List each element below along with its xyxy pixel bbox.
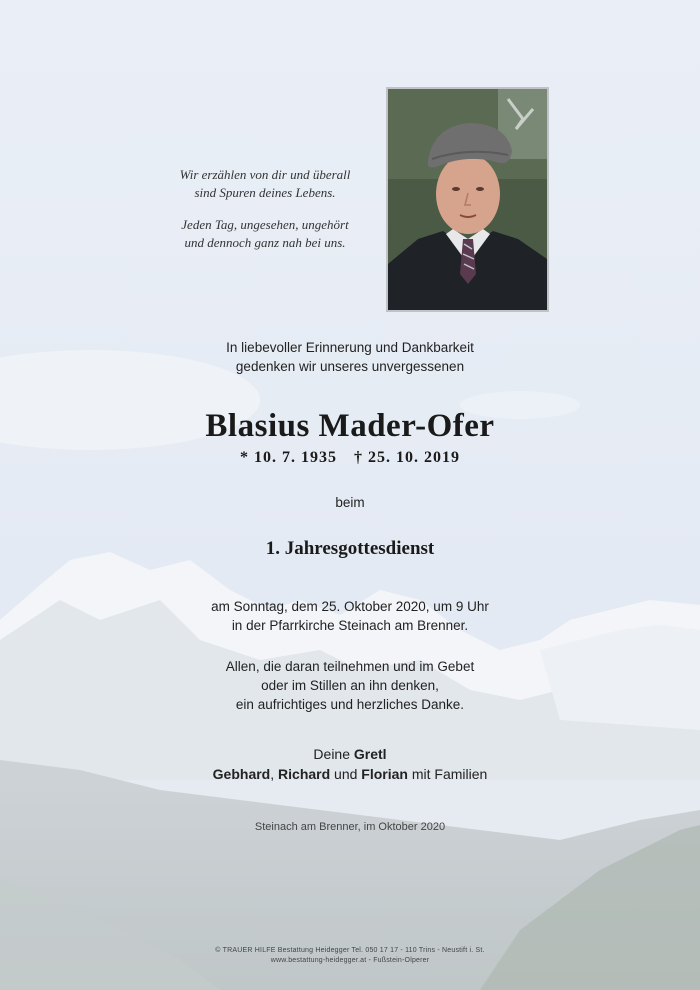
spouse-name: Gretl bbox=[353, 746, 387, 762]
birth-date: * 10. 7. 1935 bbox=[240, 449, 337, 466]
intro-line: gedenken wir unseres unvergessenen bbox=[235, 359, 465, 374]
intro-line: In liebevoller Erinnerung und Dankbarkeit bbox=[226, 340, 474, 355]
child-name: Florian bbox=[361, 766, 408, 782]
child-name: Richard bbox=[278, 766, 331, 782]
footer bbox=[0, 946, 700, 966]
death-date: † 25. 10. 2019 bbox=[354, 449, 460, 466]
family-line-1 bbox=[0, 744, 700, 764]
beim-text: beim bbox=[335, 495, 365, 510]
portrait-photo bbox=[386, 87, 549, 312]
poem-stanza-1 bbox=[150, 166, 380, 202]
memorial-poem bbox=[150, 166, 380, 266]
family-prefix: Deine bbox=[313, 746, 354, 762]
thanks-text bbox=[0, 657, 700, 714]
service-line: am Sonntag, dem 25. Oktober 2020, um 9 Uhr bbox=[211, 599, 489, 614]
thanks-line: Allen, die daran teilnehmen und im Gebet bbox=[225, 659, 475, 674]
service-line: in der Pfarrkirche Steinach am Brenner. bbox=[231, 618, 469, 633]
service-details bbox=[0, 597, 700, 635]
deceased-name: Blasius Mader-Ofer bbox=[205, 408, 495, 444]
family-signature bbox=[0, 744, 700, 784]
family-line-2 bbox=[0, 764, 700, 784]
child-name: Gebhard bbox=[212, 766, 271, 782]
separator: , bbox=[270, 766, 279, 782]
thanks-line: ein aufrichtiges und herzliches Danke. bbox=[235, 697, 465, 712]
poem-line: Jeden Tag, ungesehen, ungehört bbox=[181, 217, 349, 232]
place-date: Steinach am Brenner, im Oktober 2020 bbox=[254, 821, 446, 833]
intro-text bbox=[0, 338, 700, 376]
life-dates bbox=[0, 449, 700, 467]
thanks-line: oder im Stillen an ihn denken, bbox=[261, 678, 439, 693]
family-suffix: mit Familien bbox=[407, 766, 488, 782]
poem-line: sind Spuren deines Lebens. bbox=[194, 185, 336, 200]
footer-line-2: www.bestattung-heidegger.at - Fußstein-Olperer bbox=[270, 957, 430, 964]
poem-line: und dennoch ganz nah bei uns. bbox=[184, 235, 346, 250]
separator: und bbox=[330, 766, 362, 782]
footer-line-1: © TRAUER HILFE Bestattung Heidegger Tel. 050 17 17 - 110 Trins - Neustift i. St. bbox=[215, 947, 485, 954]
service-title: 1. Jahresgottesdienst bbox=[265, 538, 435, 559]
poem-line: Wir erzählen von dir und überall bbox=[179, 167, 351, 182]
poem-stanza-2 bbox=[150, 216, 380, 252]
